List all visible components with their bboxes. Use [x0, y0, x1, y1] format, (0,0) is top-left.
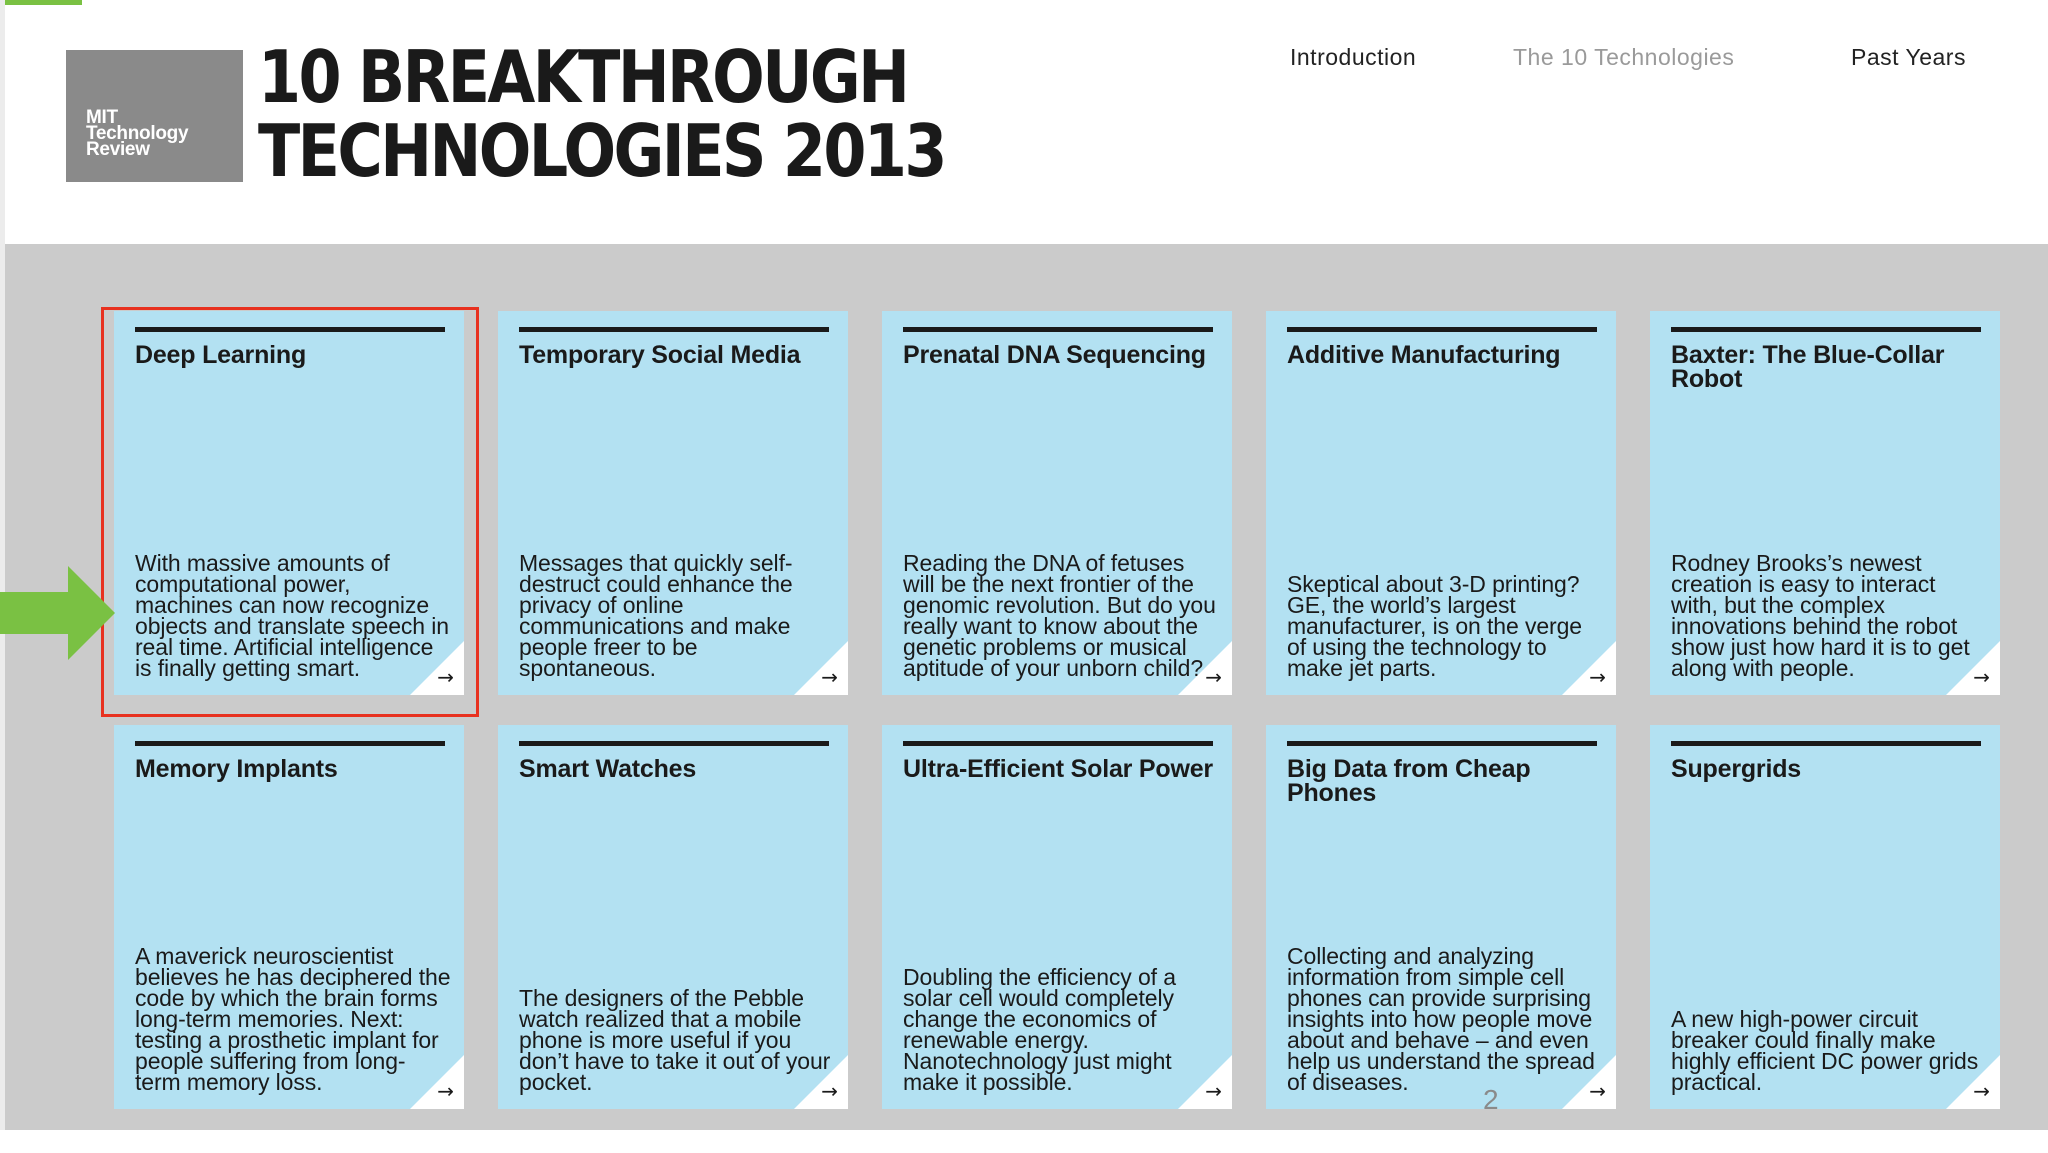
logo-line-3: Review: [86, 139, 150, 160]
card-title: Baxter: The Blue-Collar Robot: [1671, 341, 1945, 393]
card-title: Ultra-Efficient Solar Power: [903, 755, 1213, 783]
card-big-data-cheap-phones[interactable]: [1266, 725, 1616, 1109]
card-description: A maverick neuroscientist believes he has deciphered the code by which the brain forms long-term memories. Next: testing a prosthetic implant for people suffering from long-term memory loss.: [135, 943, 451, 1095]
green-pointer-arrow-icon: [0, 566, 115, 660]
page-number: 2: [1483, 1084, 1499, 1115]
card-top-rule: [519, 741, 829, 746]
page-title-line-2: TECHNOLOGIES 2013: [258, 109, 945, 193]
right-arrow-icon[interactable]: →: [1973, 1079, 1990, 1103]
logo-line-2: Technology: [86, 123, 189, 144]
card-supergrids[interactable]: [1650, 725, 2000, 1109]
card-title: Prenatal DNA Sequencing: [903, 341, 1206, 369]
logo-line-1: MIT: [86, 107, 118, 128]
card-top-rule: [135, 741, 445, 746]
right-arrow-icon[interactable]: →: [1205, 1079, 1222, 1103]
card-title: Temporary Social Media: [519, 341, 801, 369]
card-memory-implants[interactable]: [114, 725, 464, 1109]
right-arrow-icon[interactable]: →: [821, 665, 838, 689]
card-top-rule: [1287, 327, 1597, 332]
page-title-line-1: 10 BREAKTHROUGH: [258, 35, 908, 119]
card-ultra-efficient-solar[interactable]: [882, 725, 1232, 1109]
nav-past-years-link[interactable]: Past Years: [1851, 44, 1966, 70]
card-description: The designers of the Pebble watch realized that a mobile phone is more useful if you don’t have to take it out of your pocket.: [519, 985, 831, 1095]
card-description: Collecting and analyzing information from simple cell phones can provide surprising insights into how people move about and behave – and even help us understand the spread of diseases.: [1287, 943, 1595, 1095]
card-top-rule: [519, 327, 829, 332]
card-description: A new high-power circuit breaker could finally make highly efficient DC power grids practical.: [1671, 1006, 1979, 1095]
right-arrow-icon[interactable]: →: [437, 665, 454, 689]
top-accent-bar: [0, 0, 82, 5]
card-top-rule: [903, 327, 1213, 332]
nav-introduction-link[interactable]: Introduction: [1290, 44, 1417, 70]
top-navigation: [0, 44, 2048, 74]
card-description: Messages that quickly self-destruct could enhance the privacy of online communications and make people freer to be spontaneous.: [519, 550, 793, 681]
card-additive-manufacturing[interactable]: [1266, 311, 1616, 695]
card-smart-watches[interactable]: [498, 725, 848, 1109]
right-arrow-icon[interactable]: →: [1205, 665, 1222, 689]
card-prenatal-dna-sequencing[interactable]: [882, 311, 1232, 695]
card-baxter-robot[interactable]: [1650, 311, 2000, 695]
right-arrow-icon[interactable]: →: [1589, 665, 1606, 689]
card-top-rule: [135, 327, 445, 332]
right-arrow-icon[interactable]: →: [821, 1079, 838, 1103]
card-temporary-social-media[interactable]: [498, 311, 848, 695]
right-arrow-icon[interactable]: →: [1589, 1079, 1606, 1103]
card-top-rule: [1671, 327, 1981, 332]
card-title: Smart Watches: [519, 755, 697, 783]
card-top-rule: [903, 741, 1213, 746]
card-top-rule: [1671, 741, 1981, 746]
nav-10-technologies-link[interactable]: The 10 Technologies: [1513, 44, 1735, 70]
card-top-rule: [1287, 741, 1597, 746]
card-description: Skeptical about 3-D printing? GE, the world’s largest manufacturer, is on the verge of using the technology to make jet parts.: [1287, 571, 1582, 681]
page-header: [0, 0, 2048, 244]
card-title: Big Data from Cheap Phones: [1287, 755, 1531, 807]
card-title: Deep Learning: [135, 341, 307, 369]
right-arrow-icon[interactable]: →: [437, 1079, 454, 1103]
card-description: Rodney Brooks’s newest creation is easy to interact with, but the complex innovations behind the robot show just how hard it is to get along with people.: [1671, 550, 1970, 681]
card-title: Memory Implants: [135, 755, 338, 783]
card-title: Supergrids: [1671, 755, 1801, 783]
card-description: Reading the DNA of fetuses will be the next frontier of the genomic revolution. But do you really want to know about the genetic problems or musical aptitude of your unborn child?: [903, 550, 1216, 681]
right-arrow-icon[interactable]: →: [1973, 665, 1990, 689]
pointer-arrow-shape: [0, 566, 115, 660]
card-title: Additive Manufacturing: [1287, 341, 1561, 369]
card-description: Doubling the efficiency of a solar cell would completely change the economics of renewable energy. Nanotechnology just might make it possible.: [903, 964, 1176, 1095]
card-deep-learning[interactable]: [114, 311, 464, 695]
card-description: With massive amounts of computational power, machines can now recognize objects and translate speech in real time. Artificial intelligence is finally getting smart.: [135, 550, 449, 681]
bottom-band: [0, 1130, 2048, 1153]
